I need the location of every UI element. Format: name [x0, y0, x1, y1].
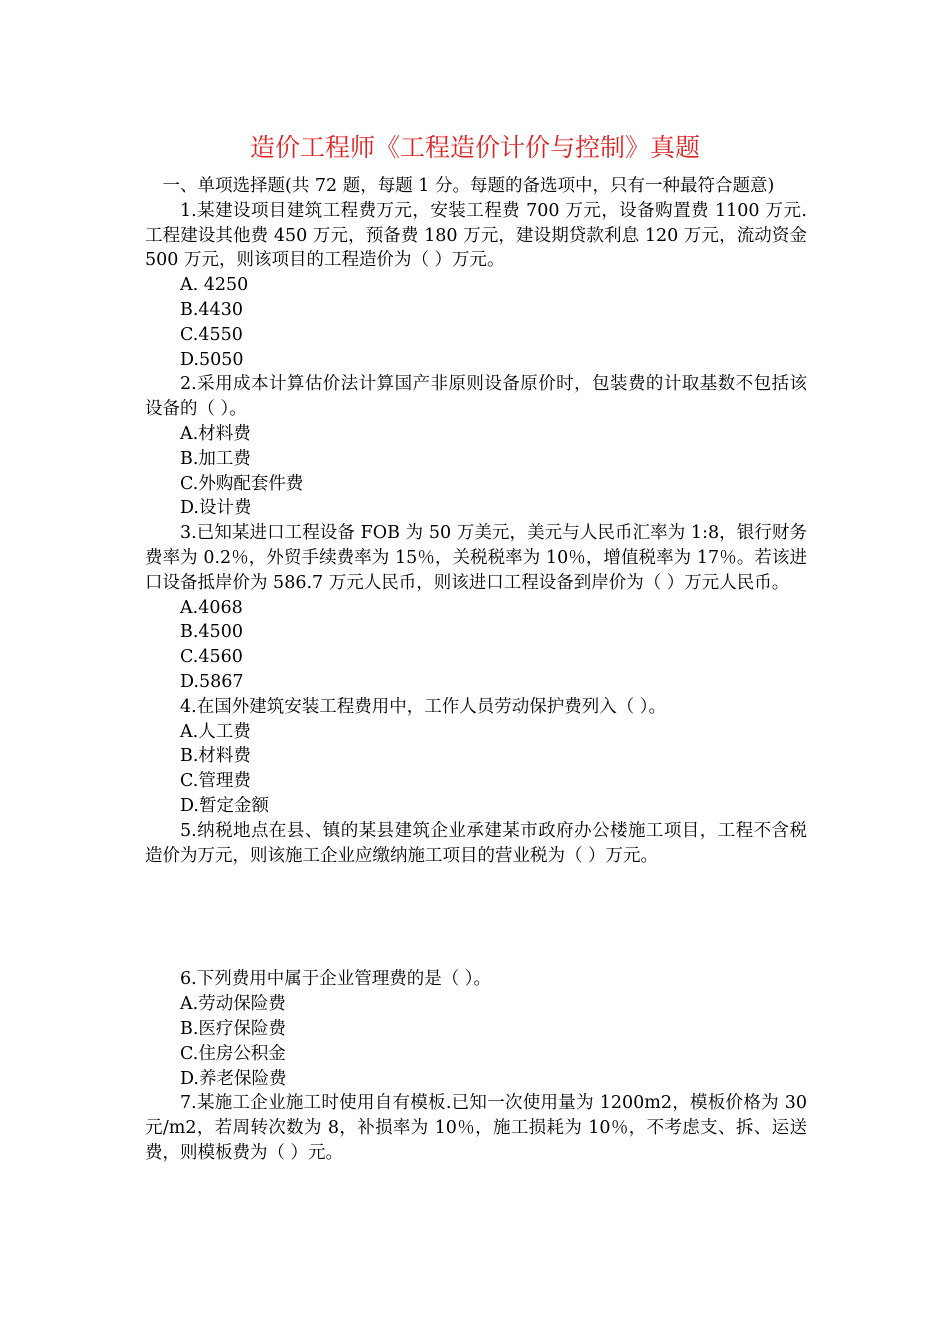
question-3 [145, 521, 807, 695]
question-5 [145, 819, 807, 869]
question-stem: 6.下列费用中属于企业管理费的是（ ）。 [180, 969, 492, 990]
option-b: B.加工费 [180, 448, 251, 469]
option-d: D.暂定金额 [180, 795, 269, 816]
question-7 [145, 1091, 807, 1165]
option-a: A.劳动保险费 [180, 994, 286, 1015]
question-stem: 3.已知某进口工程设备 FOB 为 50 万美元，美元与人民币汇率为 1:8，银行财务费率为 0.2％，外贸手续费率为 15％，关税税率为 10％，增值税率为 17％。若该进口设备抵岸价为 586.7 万元人民币，则该进口工程设备到岸价为（ ）万元人民币。 [145, 523, 807, 593]
question-1 [145, 199, 807, 373]
option-d: D.养老保险费 [180, 1068, 287, 1089]
option-b: B.4430 [180, 299, 243, 320]
option-d: D.设计费 [180, 498, 252, 519]
option-c: C.4550 [180, 324, 243, 345]
question-2 [145, 372, 807, 521]
section-intro: 一、单项选择题(共 72 题，每题 1 分。每题的备选项中，只有一种最符合题意) [162, 176, 775, 196]
question-6 [145, 967, 807, 1091]
option-b: B.材料费 [180, 746, 251, 767]
option-a: A.人工费 [180, 721, 251, 742]
option-c: C.管理费 [180, 771, 251, 792]
question-stem: 2.采用成本计算估价法计算国产非原则设备原价时，包装费的计取基数不包括该设备的（ ）。 [145, 374, 807, 420]
option-d: D.5867 [180, 671, 244, 692]
option-a: A.4068 [180, 597, 243, 618]
document-title: 造价工程师《工程造价计价与控制》真题 [249, 133, 700, 162]
option-a: A. 4250 [180, 275, 249, 296]
question-stem: 5.纳税地点在县、镇的某县建筑企业承建某市政府办公楼施工项目，工程不含税造价为万元，则该施工企业应缴纳施工项目的营业税为（ ）万元。 [145, 820, 807, 866]
document-body [145, 174, 807, 1166]
option-b: B.医疗保险费 [180, 1018, 286, 1039]
question-4 [145, 695, 807, 819]
option-b: B.4500 [180, 622, 243, 643]
blank-space [145, 868, 807, 967]
option-a: A.材料费 [180, 423, 251, 444]
question-stem: 4.在国外建筑安装工程费用中，工作人员劳动保护费列入（ ）。 [180, 696, 667, 717]
question-stem: 1.某建设项目建筑工程费万元，安装工程费 700 万元，设备购置费 1100 万元.工程建设其他费 450 万元，预备费 180 万元，建设期贷款利息 120 万元，流动资金 500 万元，则该项目的工程造价为（ ）万元。 [145, 200, 807, 271]
question-stem: 7.某施工企业施工时使用自有模板.已知一次使用量为 1200m2，模板价格为 30 元/m2，若周转次数为 8，补损率为 10％，施工损耗为 10％，不考虑支、拆、运送费，则模板费为（ ）元。 [145, 1093, 807, 1163]
option-d: D.5050 [180, 349, 244, 370]
option-c: C.外购配套件费 [180, 473, 304, 494]
option-c: C.住房公积金 [180, 1043, 286, 1064]
option-c: C.4560 [180, 647, 243, 668]
